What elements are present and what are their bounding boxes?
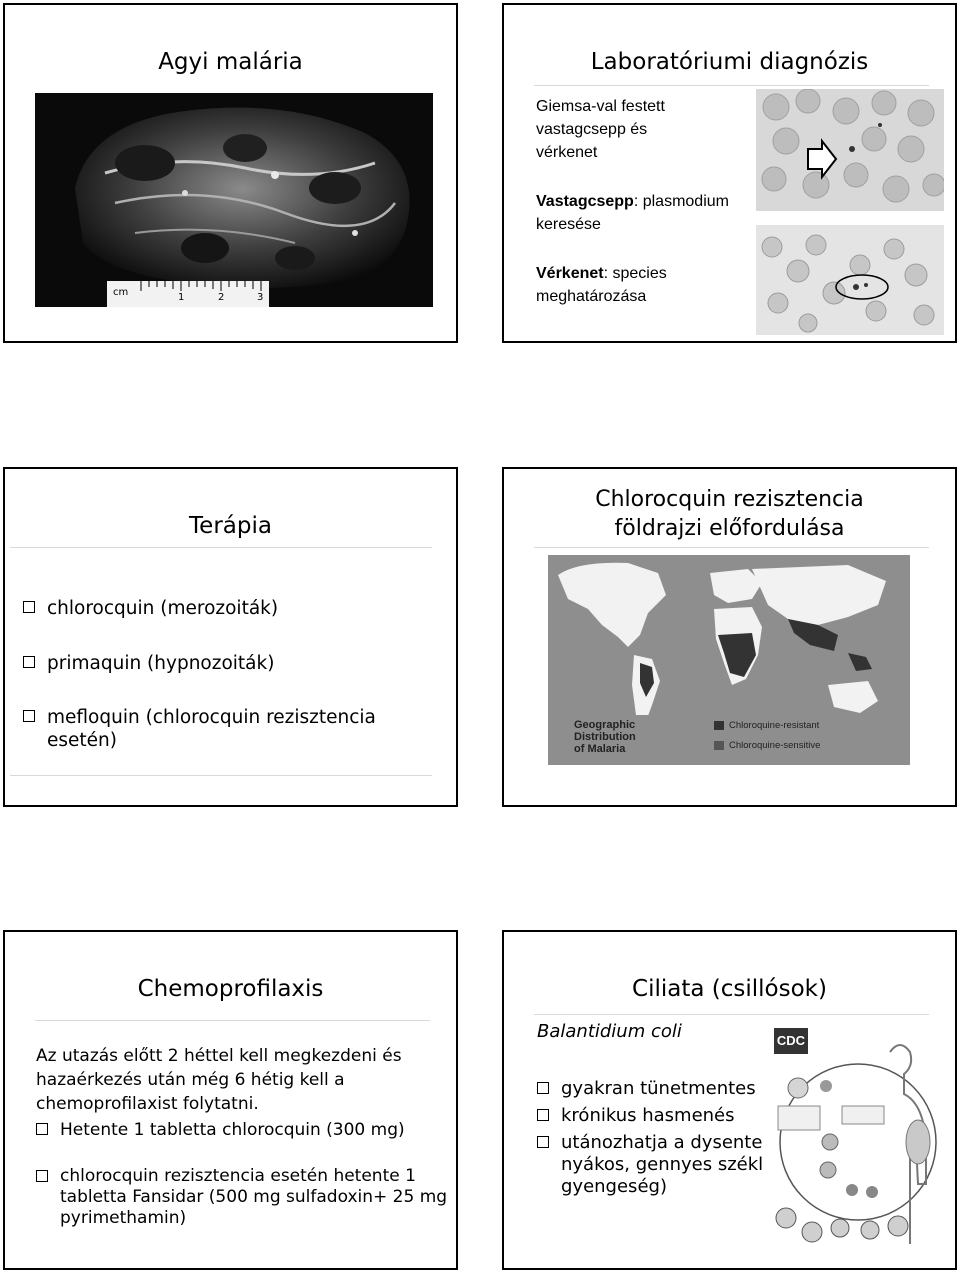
- balantidium-coli: Balantidium coli: [537, 1021, 682, 1042]
- map-caption-line1: Geographic: [574, 719, 636, 731]
- legend-label-resistant: Chloroquine-resistant: [729, 720, 820, 731]
- giemsa-text: Giemsa-val festett vastagcsepp és vérkenet: [536, 98, 665, 161]
- title-underline: [534, 85, 929, 86]
- slide-chlorocquin-rezisztencia: [502, 467, 957, 807]
- slide-laboratoriumi-diagnozis: [502, 3, 957, 343]
- bullet-box-icon: [36, 1170, 48, 1182]
- map-caption-line3: of Malaria: [574, 743, 626, 755]
- ruler-tick-2: 2: [218, 292, 225, 303]
- bullet-text: primaquin (hypnozoiták): [47, 653, 275, 674]
- bullet-box-icon: [23, 656, 35, 668]
- bullet-hasmenes: [537, 1105, 801, 1127]
- bullet-text: mefloquin (chlorocquin rezisztencia esetén): [47, 707, 376, 751]
- vastagcsepp-text: [536, 190, 736, 236]
- slide-terapia: [3, 467, 458, 807]
- bullet-box-icon: [23, 710, 35, 722]
- legend-swatch-sensitive: [714, 741, 724, 750]
- slide-title: Agyi malária: [158, 49, 303, 75]
- bullet-box-icon: [537, 1136, 549, 1148]
- world-malaria-map: [548, 555, 910, 765]
- slide-title: Chemoprofilaxis: [137, 976, 324, 1002]
- slide-ciliata: [502, 930, 957, 1270]
- bullet-text: utánozhatja a dysente nyákos, gennyes székl gyengeség): [561, 1132, 764, 1197]
- slide-title-line1: Chlorocquin rezisztencia: [595, 487, 864, 512]
- cdc-logo-text: CDC: [776, 1033, 806, 1048]
- map-legend: [714, 719, 820, 753]
- bullet-box-icon: [537, 1082, 549, 1094]
- thick-smear-micrograph: [756, 89, 944, 211]
- title-underline: [534, 1014, 929, 1015]
- ruler-tick-3: 3: [257, 292, 264, 303]
- title-underline: [534, 547, 929, 548]
- bullet-text: chlorocquin (merozoiták): [47, 598, 279, 619]
- bullet-box-icon: [36, 1123, 48, 1135]
- bullet-box-icon: [537, 1109, 549, 1121]
- verkenet-text: [536, 262, 746, 308]
- map-caption: [574, 719, 636, 755]
- slide-title-line2: földrajzi előfordulása: [614, 516, 845, 541]
- vastagcsepp-label: Vastagcsepp: [536, 193, 634, 210]
- ruler-unit: cm: [113, 287, 129, 298]
- bullet-tunetmentes: [537, 1078, 801, 1100]
- map-caption-line2: Distribution: [574, 731, 636, 743]
- bullet-primaquin: [23, 652, 447, 675]
- blood-smear-micrograph: [756, 225, 944, 335]
- chemoprofilaxis-paragraph: Az utazás előtt 2 héttel kell megkezdeni és hazaérkezés után még 6 hétig kell a chemoprofilaxist folytatni.: [36, 1046, 402, 1114]
- bullet-mefloquin: [23, 706, 427, 752]
- slide-title: Terápia: [189, 513, 272, 539]
- bullet-text: gyakran tünetmentes: [561, 1078, 756, 1099]
- ruler-tick-1: 1: [178, 292, 185, 303]
- legend-item-resistant: [714, 719, 820, 733]
- slide-title: Laboratóriumi diagnózis: [590, 49, 869, 75]
- title-underline: [35, 1020, 430, 1021]
- slide-chemoprofilaxis: [3, 930, 458, 1270]
- bullet-chlorocquin: [23, 597, 447, 620]
- legend-label-sensitive: Chloroquine-sensitive: [729, 740, 821, 751]
- vastagcsepp-desc: : plasmodium keresése: [536, 193, 729, 233]
- brain-photo: [35, 93, 433, 307]
- slide-agyi-malaria: [3, 3, 458, 343]
- bullet-dysenteria: [537, 1132, 771, 1198]
- title-underline: [10, 547, 432, 548]
- bottom-rule: [10, 775, 432, 776]
- ruler: [107, 281, 269, 307]
- legend-item-sensitive: [714, 739, 820, 753]
- verkenet-desc: : species meghatározása: [536, 265, 667, 305]
- bullet-text: chlorocquin rezisztencia esetén hetente 1 tabletta Fansidar (500 mg sulfadoxin+ 25 mg pyrimethamin): [60, 1166, 448, 1228]
- bullet-rezisztencia: [36, 1166, 450, 1229]
- bullet-text: Hetente 1 tabletta chlorocquin (300 mg): [60, 1120, 405, 1140]
- bullet-box-icon: [23, 601, 35, 613]
- bullet-text: krónikus hasmenés: [561, 1105, 735, 1126]
- legend-swatch-resistant: [714, 721, 724, 730]
- slide-title: Ciliata (csillósok): [632, 976, 827, 1002]
- lifecycle-diagram: [770, 1024, 950, 1256]
- verkenet-label: Vérkenet: [536, 265, 604, 282]
- bullet-hetente: [36, 1119, 450, 1142]
